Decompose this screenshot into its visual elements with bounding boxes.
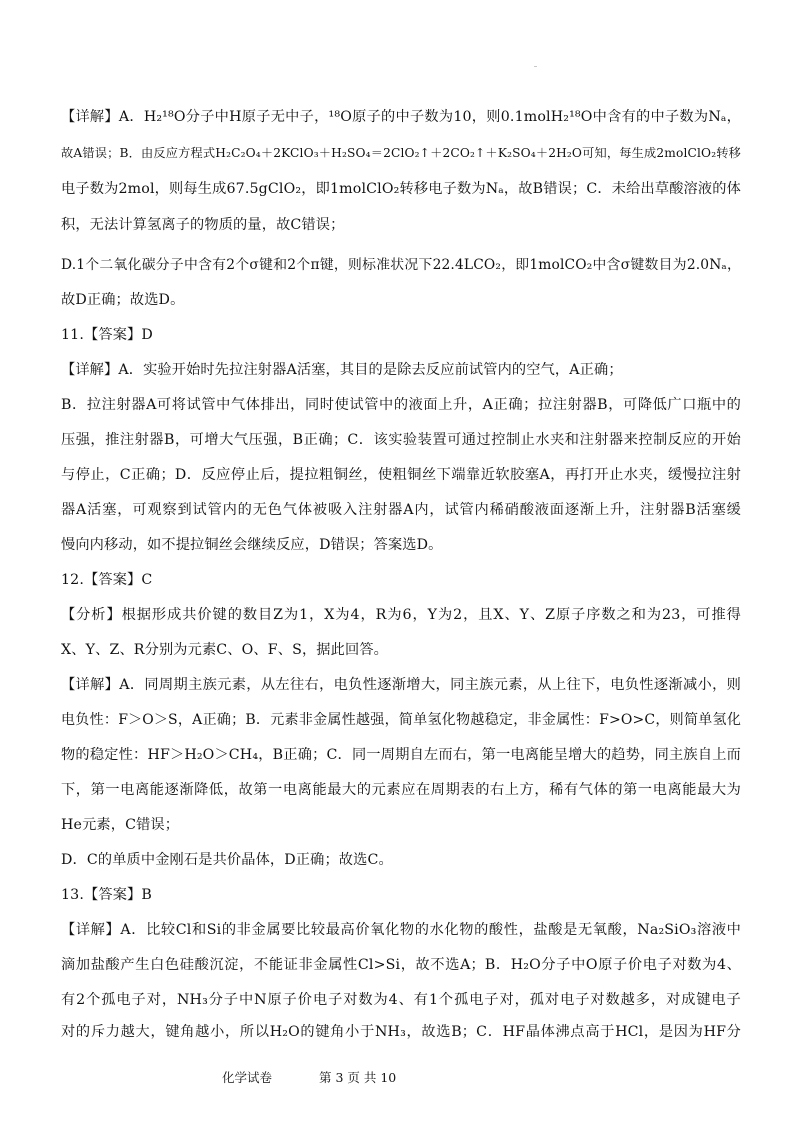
text-line: 【分析】根据形成共价键的数目Z为1，X为4，R为6，Y为2，且X、Y、Z原子序数之和为23，可推得 (61, 607, 741, 623)
text-line: X、Y、Z、R分别为元素C、O、F、S，据此回答。 (61, 642, 388, 658)
answer-heading: 13.【答案】B (61, 887, 152, 903)
text-line: 物的稳定性：HF＞H₂O＞CH₄，B正确；C．同一周期自左而右，第一电离能呈增大的趋势，同主族自上而 (61, 747, 741, 763)
text-line: 有2个孤电子对，NH₃分子中N原子价电子对数为4、有1个孤电子对，孤对电子对数越多，对成键电子 (61, 992, 741, 1008)
footer-subject: 化学试卷 (222, 1070, 273, 1085)
answer-heading: 11.【答案】D (61, 327, 153, 343)
text-line: 【详解】A．H₂¹⁸O分子中H原子无中子，¹⁸O原子的中子数为10，则0.1molH₂¹⁸O中含有的中子数为Nₐ， (61, 109, 741, 125)
text-line: 压强，推注射器B，可增大气压强，B正确；C．该实验装置可通过控制止水夹和注射器来控制反应的开始 (61, 432, 741, 448)
text-line: 【详解】A．实验开始时先拉注射器A活塞，其目的是除去反应前试管内的空气，A正确； (61, 362, 623, 378)
text-line: D．C的单质中金刚石是共价晶体，D正确；故选C。 (61, 852, 393, 868)
footer-page-number: 第 3 页 共 10 (319, 1070, 397, 1085)
text-line: 与停止，C正确；D．反应停止后，提拉粗铜丝，使粗铜丝下端靠近软胶塞A，再打开止水夹，缓慢拉注射 (61, 467, 741, 483)
text-line: 下，第一电离能逐渐降低，故第一电离能最大的元素应在周期表的右上方，稀有气体的第一电离能最大为 (61, 782, 741, 798)
text-line: 慢向内移动，如不提拉铜丝会继续反应，D错误；答案选D。 (61, 537, 443, 553)
text-line: He元素，C错误； (61, 817, 180, 833)
text-line: 故A错误；B．由反应方程式H₂C₂O₄＋2KClO₃＋H₂SO₄＝2ClO₂↑＋2CO₂↑＋K₂SO₄＋2H₂O可知，每生成2molClO₂转移 (61, 146, 741, 160)
text-line: 对的斥力越大，键角越小，所以H₂O的键角小于NH₃，故选B；C．HF晶体沸点高于HCl，是因为HF分 (61, 1024, 741, 1040)
text-line: 故D正确；故选D。 (61, 292, 185, 308)
text-line: 【详解】A．比较Cl和Si的非金属要比较最高价氧化物的水化物的酸性，盐酸是无氧酸，Na₂SiO₃溶液中 (61, 922, 741, 938)
text-line: 积，无法计算氢离子的物质的量，故C错误； (61, 217, 345, 233)
scan-mark (534, 66, 537, 67)
text-line: 器A活塞，可观察到试管内的无色气体被吸入注射器A内，试管内稀硝酸液面逐渐上升，注射器B活塞缓 (61, 502, 741, 518)
text-line: 【详解】A．同周期主族元素，从左往右，电负性逐渐增大，同主族元素，从上往下，电负性逐渐减小，则 (61, 677, 741, 693)
text-line: 电子数为2mol，则每生成67.5gClO₂，即1molClO₂转移电子数为Nₐ，故B错误；C．未给出草酸溶液的体 (61, 181, 741, 197)
text-line: 电负性：F＞O＞S，A正确；B．元素非金属性越强，简单氢化物越稳定，非金属性：F>O>C，则简单氢化 (61, 712, 741, 728)
answer-heading: 12.【答案】C (61, 572, 153, 588)
text-line: B．拉注射器A可将试管中气体排出，同时使试管中的液面上升，A正确；拉注射器B，可降低广口瓶中的 (61, 397, 741, 413)
text-line: D.1个二氧化碳分子中含有2个σ键和2个π键，则标准状况下22.4LCO₂，即1molCO₂中含σ键数目为2.0Nₐ， (61, 257, 741, 273)
text-line: 滴加盐酸产生白色硅酸沉淀，不能证非金属性Cl>Si，故不选A；B．H₂O分子中O原子价电子对数为4、 (61, 957, 741, 973)
